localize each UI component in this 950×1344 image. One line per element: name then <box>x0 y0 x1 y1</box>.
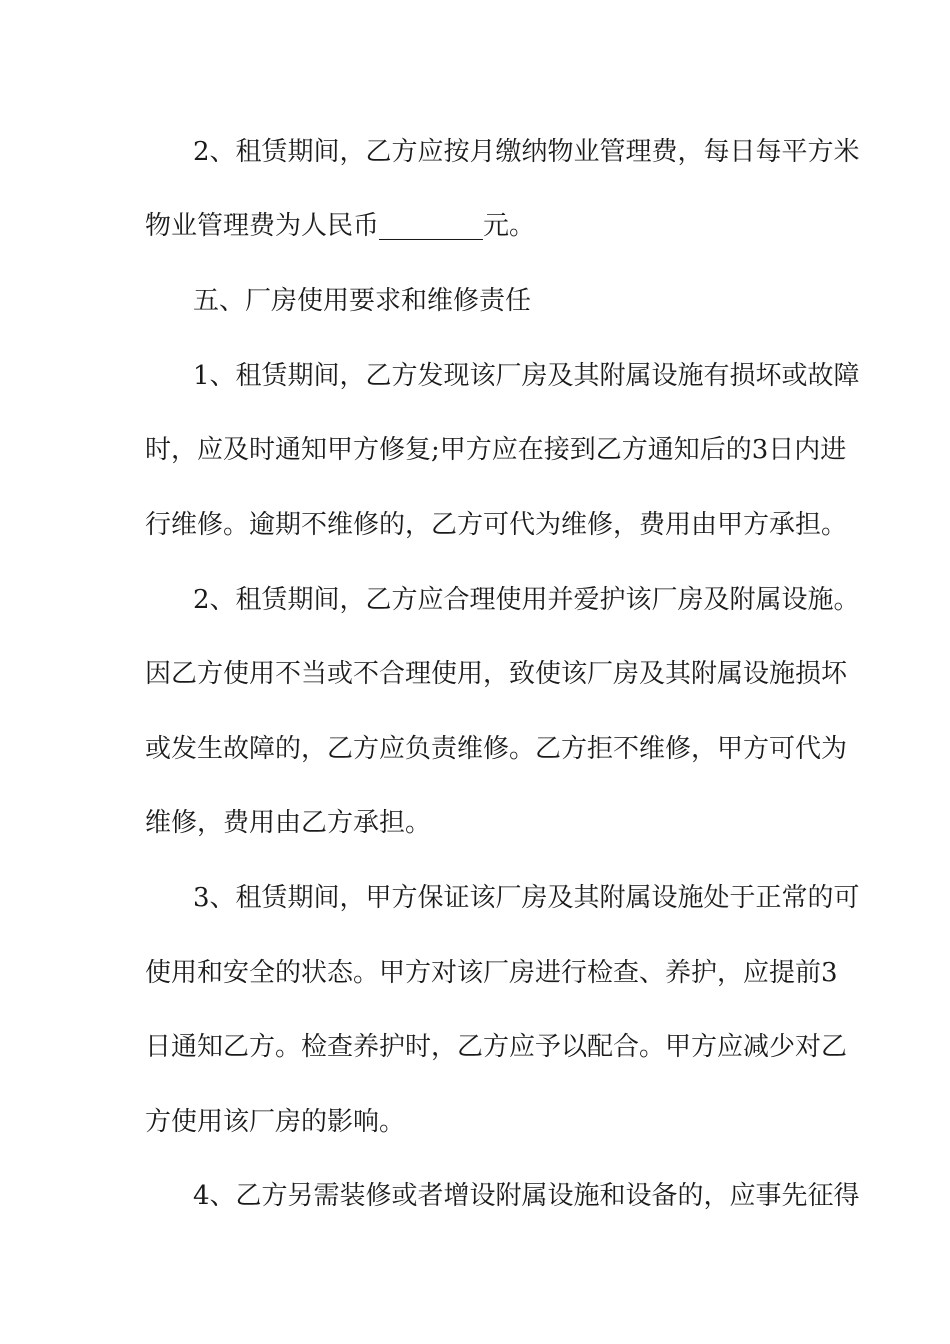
paragraph-line: 行维修。逾期不维修的，乙方可代为维修，费用由甲方承担。 <box>145 510 848 540</box>
paragraph-line: 日通知乙方。检查养护时，乙方应予以配合。甲方应减少对乙 <box>145 1032 848 1062</box>
paragraph-line: 因乙方使用不当或不合理使用，致使该厂房及其附属设施损坏 <box>145 659 848 689</box>
paragraph-line: 2、租赁期间，乙方应按月缴纳物业管理费，每日每平方米 <box>193 137 860 167</box>
paragraph-line: 物业管理费为人民币________元。 <box>145 211 536 241</box>
paragraph-line: 3、租赁期间，甲方保证该厂房及其附属设施处于正常的可 <box>193 883 860 913</box>
paragraph-line: 维修，费用由乙方承担。 <box>145 808 432 838</box>
paragraph-line: 1、租赁期间，乙方发现该厂房及其附属设施有损坏或故障 <box>193 361 860 391</box>
paragraph-line: 2、租赁期间，乙方应合理使用并爱护该厂房及附属设施。 <box>193 585 860 615</box>
paragraph-line: 方使用该厂房的影响。 <box>145 1107 406 1137</box>
section-heading: 五、厂房使用要求和维修责任 <box>193 286 532 316</box>
paragraph-line: 或发生故障的，乙方应负责维修。乙方拒不维修，甲方可代为 <box>145 734 848 764</box>
paragraph-line: 4、乙方另需装修或者增设附属设施和设备的，应事先征得 <box>193 1181 860 1211</box>
paragraph-line: 使用和安全的状态。甲方对该厂房进行检查、养护，应提前3 <box>145 958 838 988</box>
paragraph-line: 时，应及时通知甲方修复;甲方应在接到乙方通知后的3日内进 <box>145 435 847 465</box>
